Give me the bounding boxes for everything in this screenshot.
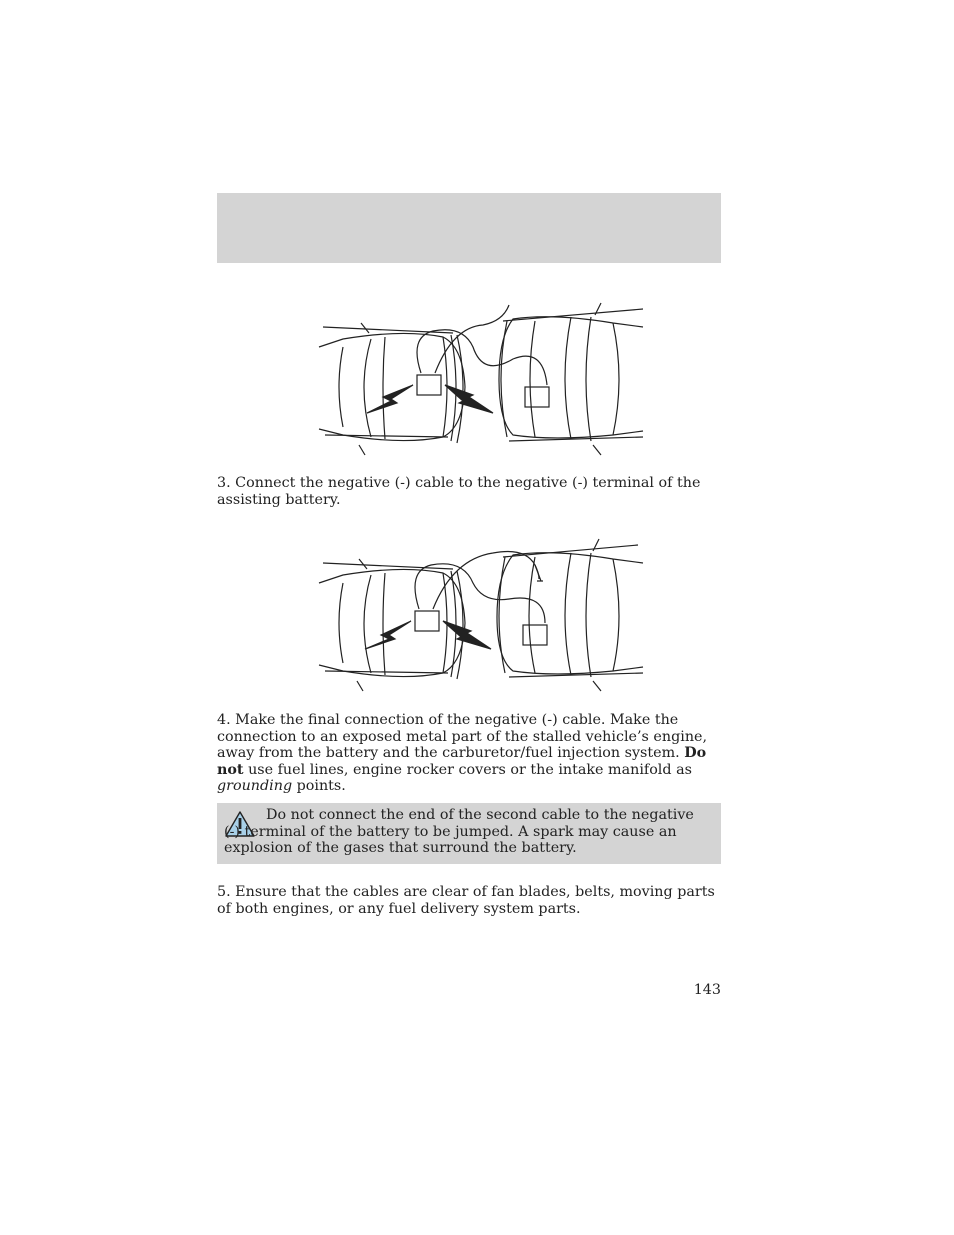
page-number: 143 [693,982,721,998]
step-4-bold: Do not [217,745,707,778]
jump-start-diagram-step-3 [313,297,653,467]
warning-box [217,803,721,864]
step-3-text: 3. Connect the negative (-) cable to the negative (-) terminal of the assisting battery. [217,475,701,508]
step-4-text-b: use fuel lines, engine rocker covers or the intake manifold as [243,761,692,778]
step-4-text-a: 4. Make the final connection of the negative (-) cable. Make the connection to an exposed metal part of the stalled vehicle’s engine, away from the battery and the carburetor/fuel injection system. [217,712,708,761]
step-5-text: 5. Ensure that the cables are clear of fan blades, belts, moving parts of both engines, or any fuel delivery system parts. [217,884,715,917]
jump-start-diagram-step-4 [313,535,653,705]
step-4-text [217,712,721,795]
header-band [217,193,721,263]
warning-text: Do not connect the end of the second cable to the negative (-) terminal of the battery to be jumped. A spark may cause an explosion of the gases that surround the battery. [224,807,694,856]
step-4-text-c: points. [292,778,346,794]
step-4-italic: grounding [217,778,293,794]
